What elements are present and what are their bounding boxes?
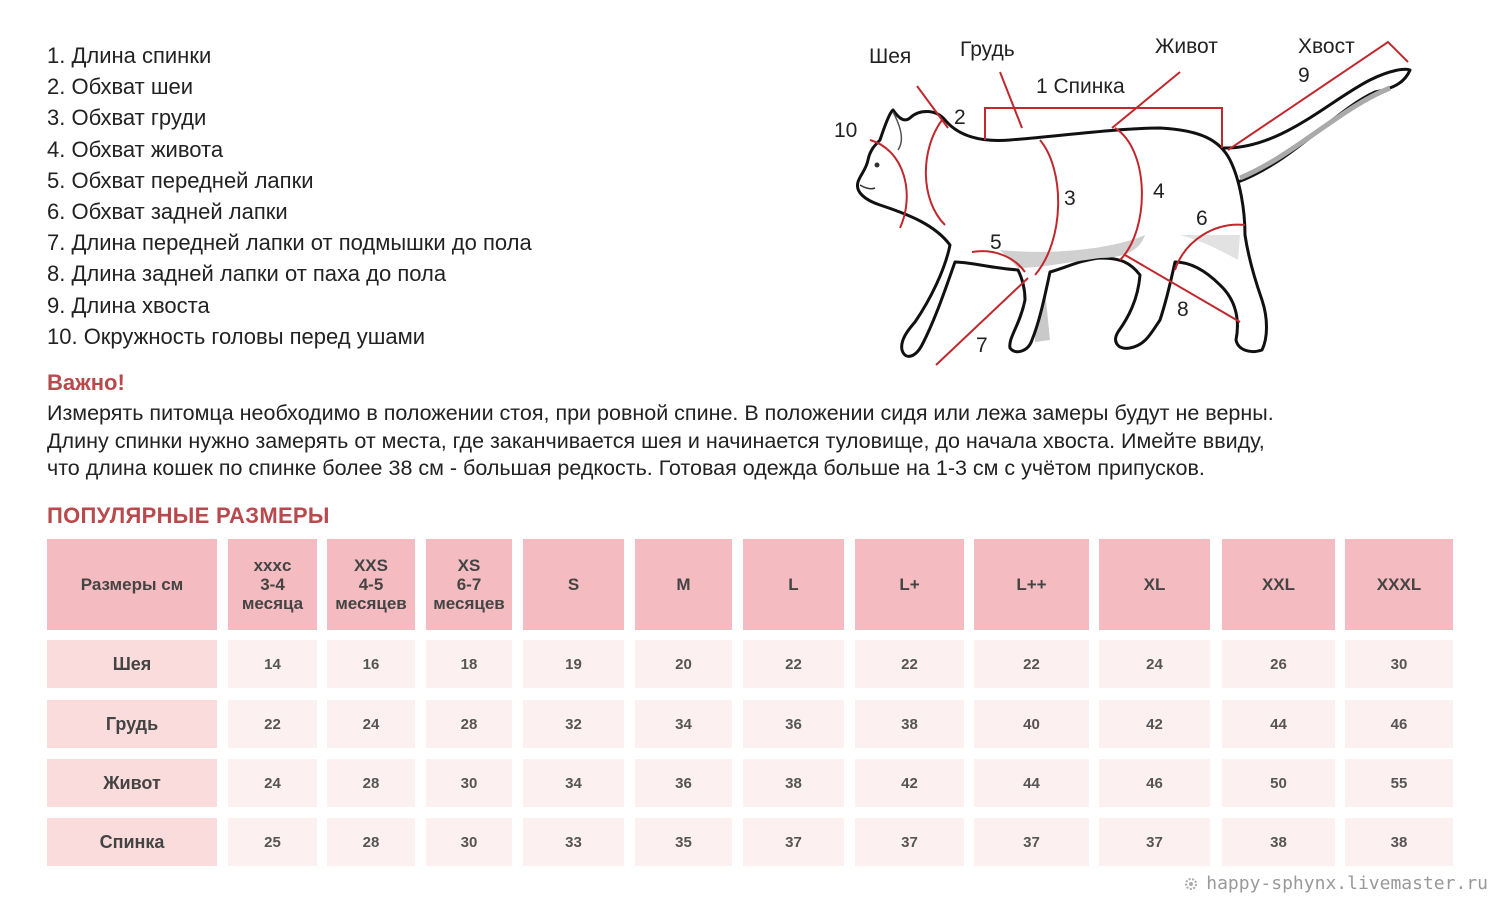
label-5: 5	[990, 231, 1002, 254]
size-header-name: L++	[1016, 575, 1047, 594]
size-header-cell	[523, 539, 624, 630]
measurement-item: 2. Обхват шеи	[47, 74, 193, 100]
size-header-name: XXXL	[1376, 575, 1422, 594]
cat-silhouette-icon	[857, 69, 1410, 356]
label-back: 1 Спинка	[1036, 75, 1125, 98]
size-header-name: XS	[457, 556, 481, 575]
size-header-content	[242, 556, 303, 613]
label-tail: Хвост	[1298, 35, 1355, 58]
watermark	[1182, 873, 1488, 894]
size-value-cell: 32	[523, 700, 624, 748]
size-header-sub1: 4-5	[358, 575, 384, 594]
paw-icon	[1182, 875, 1200, 893]
row-label-cell: Шея	[47, 640, 217, 688]
size-value-cell: 22	[228, 700, 317, 748]
size-value-cell: 38	[743, 759, 844, 807]
size-header-cell	[327, 539, 415, 630]
size-value-cell: 24	[327, 700, 415, 748]
size-value-cell: 30	[1345, 640, 1453, 688]
size-value-cell: 24	[1099, 640, 1210, 688]
size-value-cell: 25	[228, 818, 317, 866]
size-header-cell	[1345, 539, 1453, 630]
label-chest: Грудь	[960, 38, 1015, 61]
row-label-cell: Живот	[47, 759, 217, 807]
size-value-cell: 46	[1345, 700, 1453, 748]
size-header-content	[335, 556, 407, 613]
measurement-item: 3. Обхват груди	[47, 105, 207, 131]
size-value-cell: 34	[635, 700, 732, 748]
size-value-cell: 28	[426, 700, 512, 748]
measurement-item: 4. Обхват живота	[47, 136, 224, 162]
watermark-text: happy-sphynx.livemaster.ru	[1206, 873, 1488, 894]
size-value-cell: 16	[327, 640, 415, 688]
size-header-content	[899, 575, 919, 594]
size-value-cell: 37	[974, 818, 1089, 866]
measurement-list	[47, 40, 532, 352]
important-title: Важно!	[47, 370, 125, 395]
measurement-item: 9. Длина хвоста	[47, 292, 210, 318]
size-value-cell: 33	[523, 818, 624, 866]
measurement-item: 10. Окружность головы перед ушами	[47, 323, 426, 349]
row-label-cell: Грудь	[47, 700, 217, 748]
label-9: 9	[1298, 64, 1310, 87]
label-4: 4	[1153, 180, 1165, 203]
size-header-sub2: месяца	[241, 594, 304, 613]
label-neck: Шея	[869, 45, 912, 68]
size-header-cell	[1099, 539, 1210, 630]
size-header-name: S	[567, 575, 580, 594]
size-value-cell: 50	[1222, 759, 1335, 807]
measurement-item: 7. Длина передней лапки от подмышки до пола	[47, 230, 532, 256]
size-header-sub2: месяцев	[433, 594, 505, 613]
size-value-cell: 42	[855, 759, 964, 807]
size-value-cell: 46	[1099, 759, 1210, 807]
size-header-content	[1377, 575, 1421, 594]
label-3: 3	[1064, 187, 1076, 210]
size-value-cell: 37	[743, 818, 844, 866]
size-header-content	[1144, 575, 1166, 594]
size-value-cell: 22	[855, 640, 964, 688]
size-value-cell: 26	[1222, 640, 1335, 688]
size-header-name: XXS	[353, 556, 388, 575]
size-value-cell: 30	[426, 759, 512, 807]
size-header-content	[433, 556, 505, 613]
size-header-cell	[855, 539, 964, 630]
important-line: Длину спинки нужно замерять от места, где заканчивается шея и начинается туловище, до начала хвоста. Имейте ввиду,	[47, 428, 1265, 453]
size-header-cell	[1222, 539, 1335, 630]
size-value-cell: 24	[228, 759, 317, 807]
size-value-cell: 36	[743, 700, 844, 748]
label-6: 6	[1196, 207, 1208, 230]
size-value-cell: 20	[635, 640, 732, 688]
size-header-name: L+	[899, 575, 920, 594]
size-header-cell	[743, 539, 844, 630]
size-value-cell: 22	[743, 640, 844, 688]
label-7: 7	[976, 334, 988, 357]
size-header-name: XXL	[1261, 575, 1296, 594]
label-10: 10	[834, 119, 858, 142]
important-line: что длина кошек по спинке более 38 см - большая редкость. Готовая одежда больше на 1-3 см с учётом припусков.	[47, 456, 1205, 480]
size-header-content	[1262, 575, 1295, 594]
size-value-cell: 28	[327, 818, 415, 866]
size-header-name: XL	[1143, 575, 1166, 594]
size-header-name: L	[788, 575, 799, 594]
size-value-cell: 19	[523, 640, 624, 688]
cat-measurement-diagram	[820, 20, 1460, 380]
label-belly: Живот	[1155, 35, 1218, 58]
important-text	[47, 400, 1467, 483]
size-value-cell: 18	[426, 640, 512, 688]
label-8: 8	[1177, 298, 1189, 321]
size-value-cell: 36	[635, 759, 732, 807]
size-value-cell: 37	[1099, 818, 1210, 866]
size-value-cell: 30	[426, 818, 512, 866]
label-2: 2	[954, 106, 966, 129]
size-value-cell: 44	[974, 759, 1089, 807]
size-value-cell: 28	[327, 759, 415, 807]
size-header-sub1: 3-4	[260, 575, 285, 594]
size-value-cell: 38	[1345, 818, 1453, 866]
size-header-name: M	[676, 575, 691, 594]
size-header-cell	[228, 539, 317, 630]
row-label-cell: Спинка	[47, 818, 217, 866]
size-value-cell: 38	[855, 700, 964, 748]
important-line: Измерять питомца необходимо в положении стоя, при ровной спине. В положении сидя или лежа замеры будут не верны.	[47, 401, 1274, 425]
size-header-content	[568, 575, 579, 594]
size-value-cell: 34	[523, 759, 624, 807]
header-label-cell: Размеры см	[47, 539, 217, 630]
size-header-name: xxxс	[253, 556, 292, 575]
size-header-cell	[426, 539, 512, 630]
size-value-cell: 42	[1099, 700, 1210, 748]
size-value-cell: 14	[228, 640, 317, 688]
sizes-title: ПОПУЛЯРНЫЕ РАЗМЕРЫ	[47, 503, 330, 528]
measurement-item: 1. Длина спинки	[47, 43, 212, 68]
size-header-cell	[974, 539, 1089, 630]
measurement-item: 5. Обхват передней лапки	[47, 167, 314, 193]
size-value-cell: 35	[635, 818, 732, 866]
size-header-sub1: 6-7	[456, 575, 482, 594]
size-header-sub2: месяцев	[335, 594, 407, 613]
size-value-cell: 37	[855, 818, 964, 866]
size-value-cell: 38	[1222, 818, 1335, 866]
size-header-cell	[635, 539, 732, 630]
measurement-item: 6. Обхват задней лапки	[47, 199, 288, 225]
size-value-cell: 55	[1345, 759, 1453, 807]
size-header-content	[676, 575, 690, 594]
size-header-content	[1016, 575, 1046, 594]
measurement-item: 8. Длина задней лапки от паха до пола	[47, 261, 447, 287]
size-header-content	[788, 575, 798, 594]
size-value-cell: 40	[974, 700, 1089, 748]
size-value-cell: 22	[974, 640, 1089, 688]
size-value-cell: 44	[1222, 700, 1335, 748]
